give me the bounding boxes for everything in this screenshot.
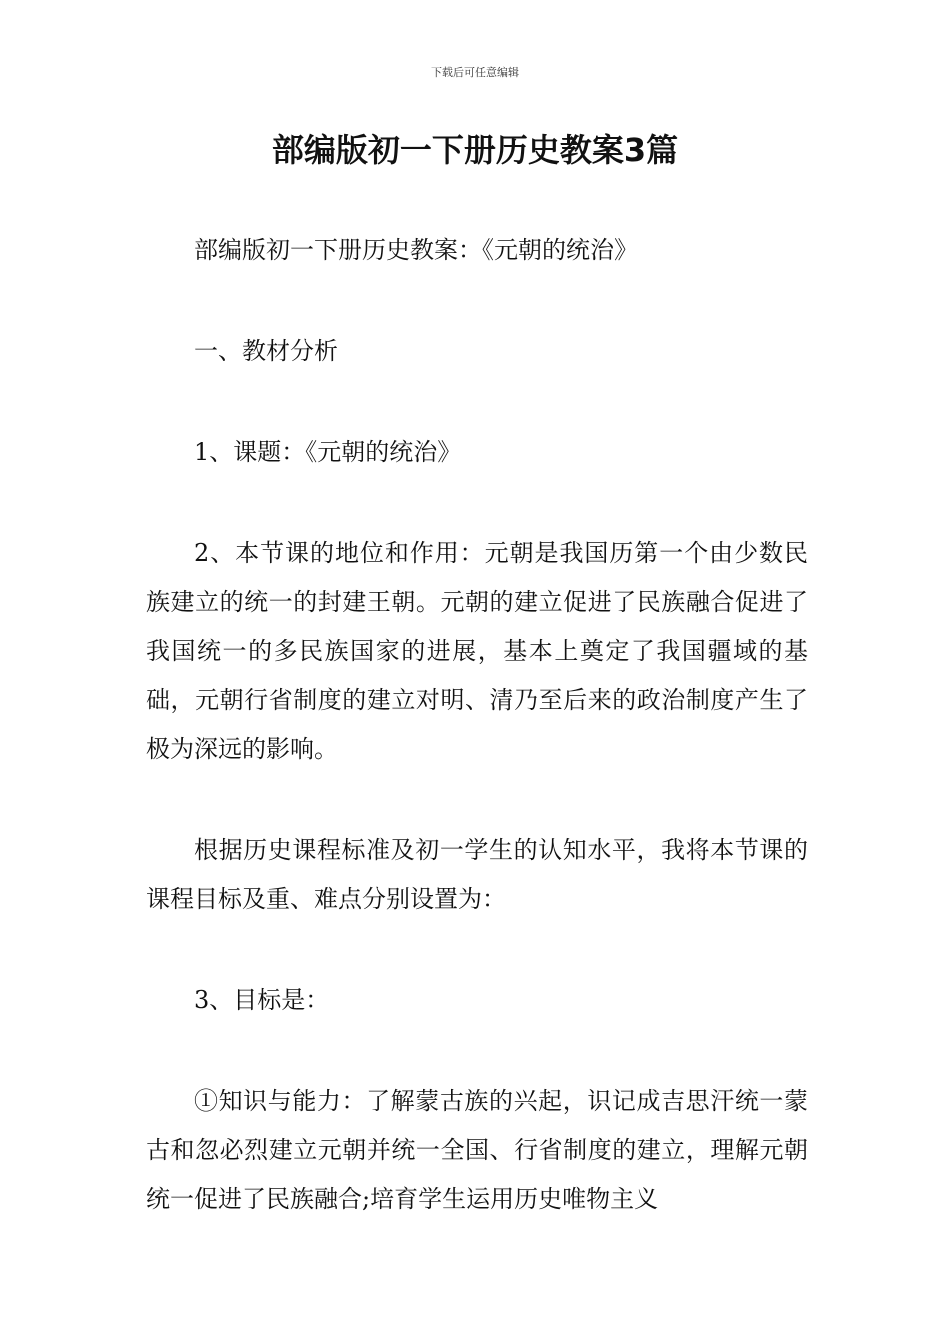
lesson-heading: 部编版初一下册历史教案：《元朝的统治》 (194, 236, 638, 264)
paragraph-course-standard: 根据历史课程标准及初一学生的认知水平，我将本节课的课程目标及重、难点分别设置为： (146, 836, 808, 913)
topic-line: 1、课题：《元朝的统治》 (194, 438, 462, 466)
section-heading-textbook-analysis: 一、教材分析 (194, 337, 338, 365)
document-body (146, 226, 808, 1276)
page-header-note: 下载后可任意编辑 (431, 66, 519, 79)
paragraph-status-and-role: 2、本节课的地位和作用：元朝是我国历第一个由少数民族建立的统一的封建王朝。元朝的建立促进了民族融合促进了我国统一的多民族国家的进展，基本上奠定了我国疆域的基础，元朝行省制度的建立对明、清乃至后来的政治制度产生了极为深远的影响。 (146, 539, 808, 763)
document-title: 部编版初一下册历史教案3篇 (271, 131, 679, 169)
objectives-heading: 3、目标是： (194, 986, 330, 1014)
paragraph-knowledge-ability: ①知识与能力：了解蒙古族的兴起，识记成吉思汗统一蒙古和忽必烈建立元朝并统一全国、行省制度的建立，理解元朝统一促进了民族融合;培育学生运用历史唯物主义 (146, 1087, 808, 1213)
